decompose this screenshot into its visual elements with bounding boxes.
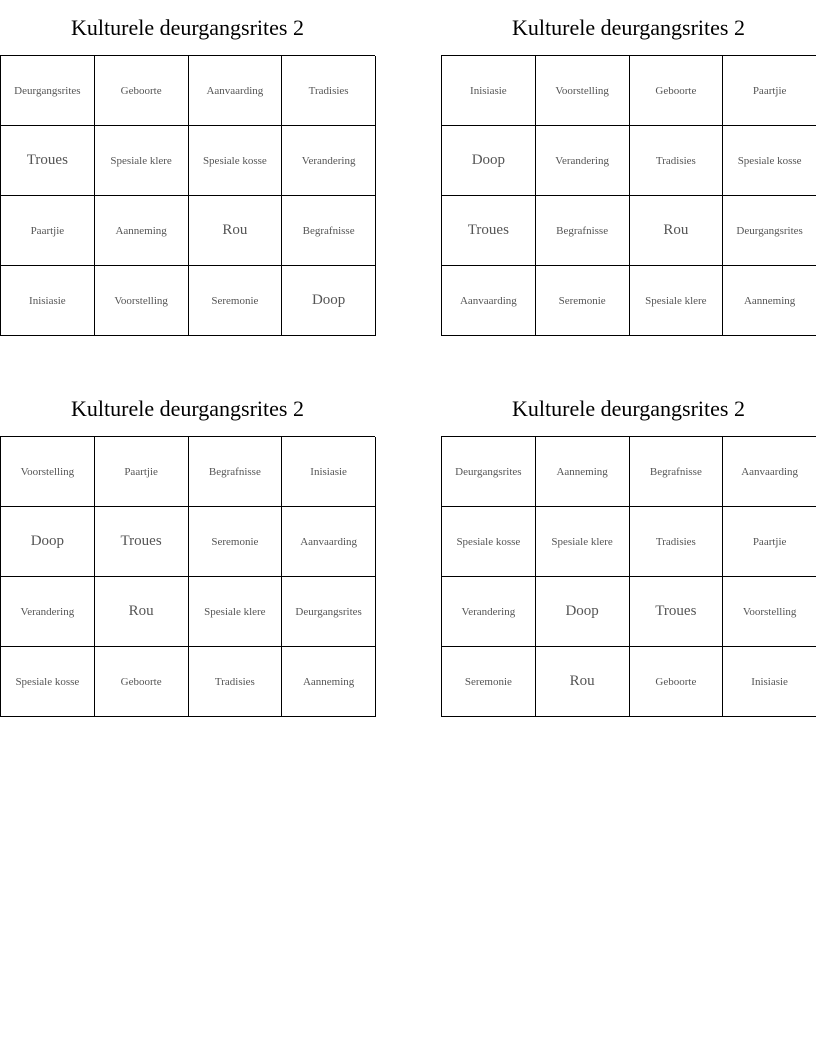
bingo-cell: Troues [1,126,95,196]
bingo-cell: Spesiale klere [189,577,283,647]
bingo-cell: Rou [536,647,630,717]
bingo-cell: Verandering [442,577,536,647]
bingo-cell: Rou [95,577,189,647]
bingo-cell: Spesiale kosse [189,126,283,196]
bingo-cell: Tradisies [630,507,724,577]
bingo-cell: Aanneming [536,437,630,507]
bingo-cell: Begrafnisse [536,196,630,266]
bingo-cell: Begrafnisse [630,437,724,507]
bingo-cell: Verandering [536,126,630,196]
bingo-cell: Paartjie [1,196,95,266]
bingo-card-2 [441,0,816,336]
bingo-cell: Doop [442,126,536,196]
bingo-cell: Aanvaarding [723,437,816,507]
bingo-cell: Deurgangsrites [1,56,95,126]
bingo-cell: Spesiale klere [95,126,189,196]
bingo-cell: Geboorte [95,56,189,126]
bingo-cell: Tradisies [189,647,283,717]
bingo-card-1 [0,0,375,336]
card-title: Kulturele deurgangsrites 2 [71,15,304,40]
bingo-cell: Troues [630,577,724,647]
bingo-cell: Spesiale kosse [1,647,95,717]
bingo-cell: Inisiasie [282,437,376,507]
bingo-cell: Aanneming [282,647,376,717]
bingo-grid [0,436,375,717]
bingo-cell: Tradisies [282,56,376,126]
bingo-cell: Tradisies [630,126,724,196]
bingo-cell: Geboorte [630,647,724,717]
bingo-cell: Paartjie [723,56,816,126]
bingo-cell: Voorstelling [95,266,189,336]
bingo-cell: Paartjie [723,507,816,577]
bingo-cell: Doop [282,266,376,336]
bingo-cell: Voorstelling [1,437,95,507]
bingo-cell: Inisiasie [723,647,816,717]
bingo-cell: Spesiale kosse [442,507,536,577]
bingo-cell: Doop [536,577,630,647]
bingo-cell: Geboorte [630,56,724,126]
bingo-cell: Begrafnisse [282,196,376,266]
bingo-cell: Spesiale klere [536,507,630,577]
bingo-grid [0,55,375,336]
bingo-cell: Aanvaarding [189,56,283,126]
card-title: Kulturele deurgangsrites 2 [512,15,745,40]
bingo-cell: Inisiasie [442,56,536,126]
bingo-cell: Deurgangsrites [442,437,536,507]
bingo-cell: Verandering [282,126,376,196]
bingo-cell: Rou [189,196,283,266]
bingo-cell: Aanneming [95,196,189,266]
bingo-cell: Verandering [1,577,95,647]
bingo-cell: Spesiale klere [630,266,724,336]
bingo-cell: Seremonie [442,647,536,717]
bingo-cell: Aanvaarding [442,266,536,336]
card-title: Kulturele deurgangsrites 2 [512,396,745,421]
bingo-card-3 [0,381,375,717]
card-title: Kulturele deurgangsrites 2 [71,396,304,421]
bingo-cell: Troues [95,507,189,577]
bingo-cell: Rou [630,196,724,266]
bingo-cell: Geboorte [95,647,189,717]
bingo-cell: Seremonie [189,507,283,577]
bingo-cell: Deurgangsrites [282,577,376,647]
bingo-cell: Begrafnisse [189,437,283,507]
bingo-cell: Troues [442,196,536,266]
bingo-cell: Seremonie [536,266,630,336]
bingo-cell: Voorstelling [536,56,630,126]
bingo-cell: Voorstelling [723,577,816,647]
bingo-cell: Doop [1,507,95,577]
bingo-cell: Aanneming [723,266,816,336]
bingo-cell: Deurgangsrites [723,196,816,266]
bingo-cell: Inisiasie [1,266,95,336]
bingo-grid [441,55,816,336]
bingo-cell: Aanvaarding [282,507,376,577]
bingo-cell: Paartjie [95,437,189,507]
bingo-grid [441,436,816,717]
bingo-card-4 [441,381,816,717]
bingo-cell: Seremonie [189,266,283,336]
bingo-cell: Spesiale kosse [723,126,816,196]
